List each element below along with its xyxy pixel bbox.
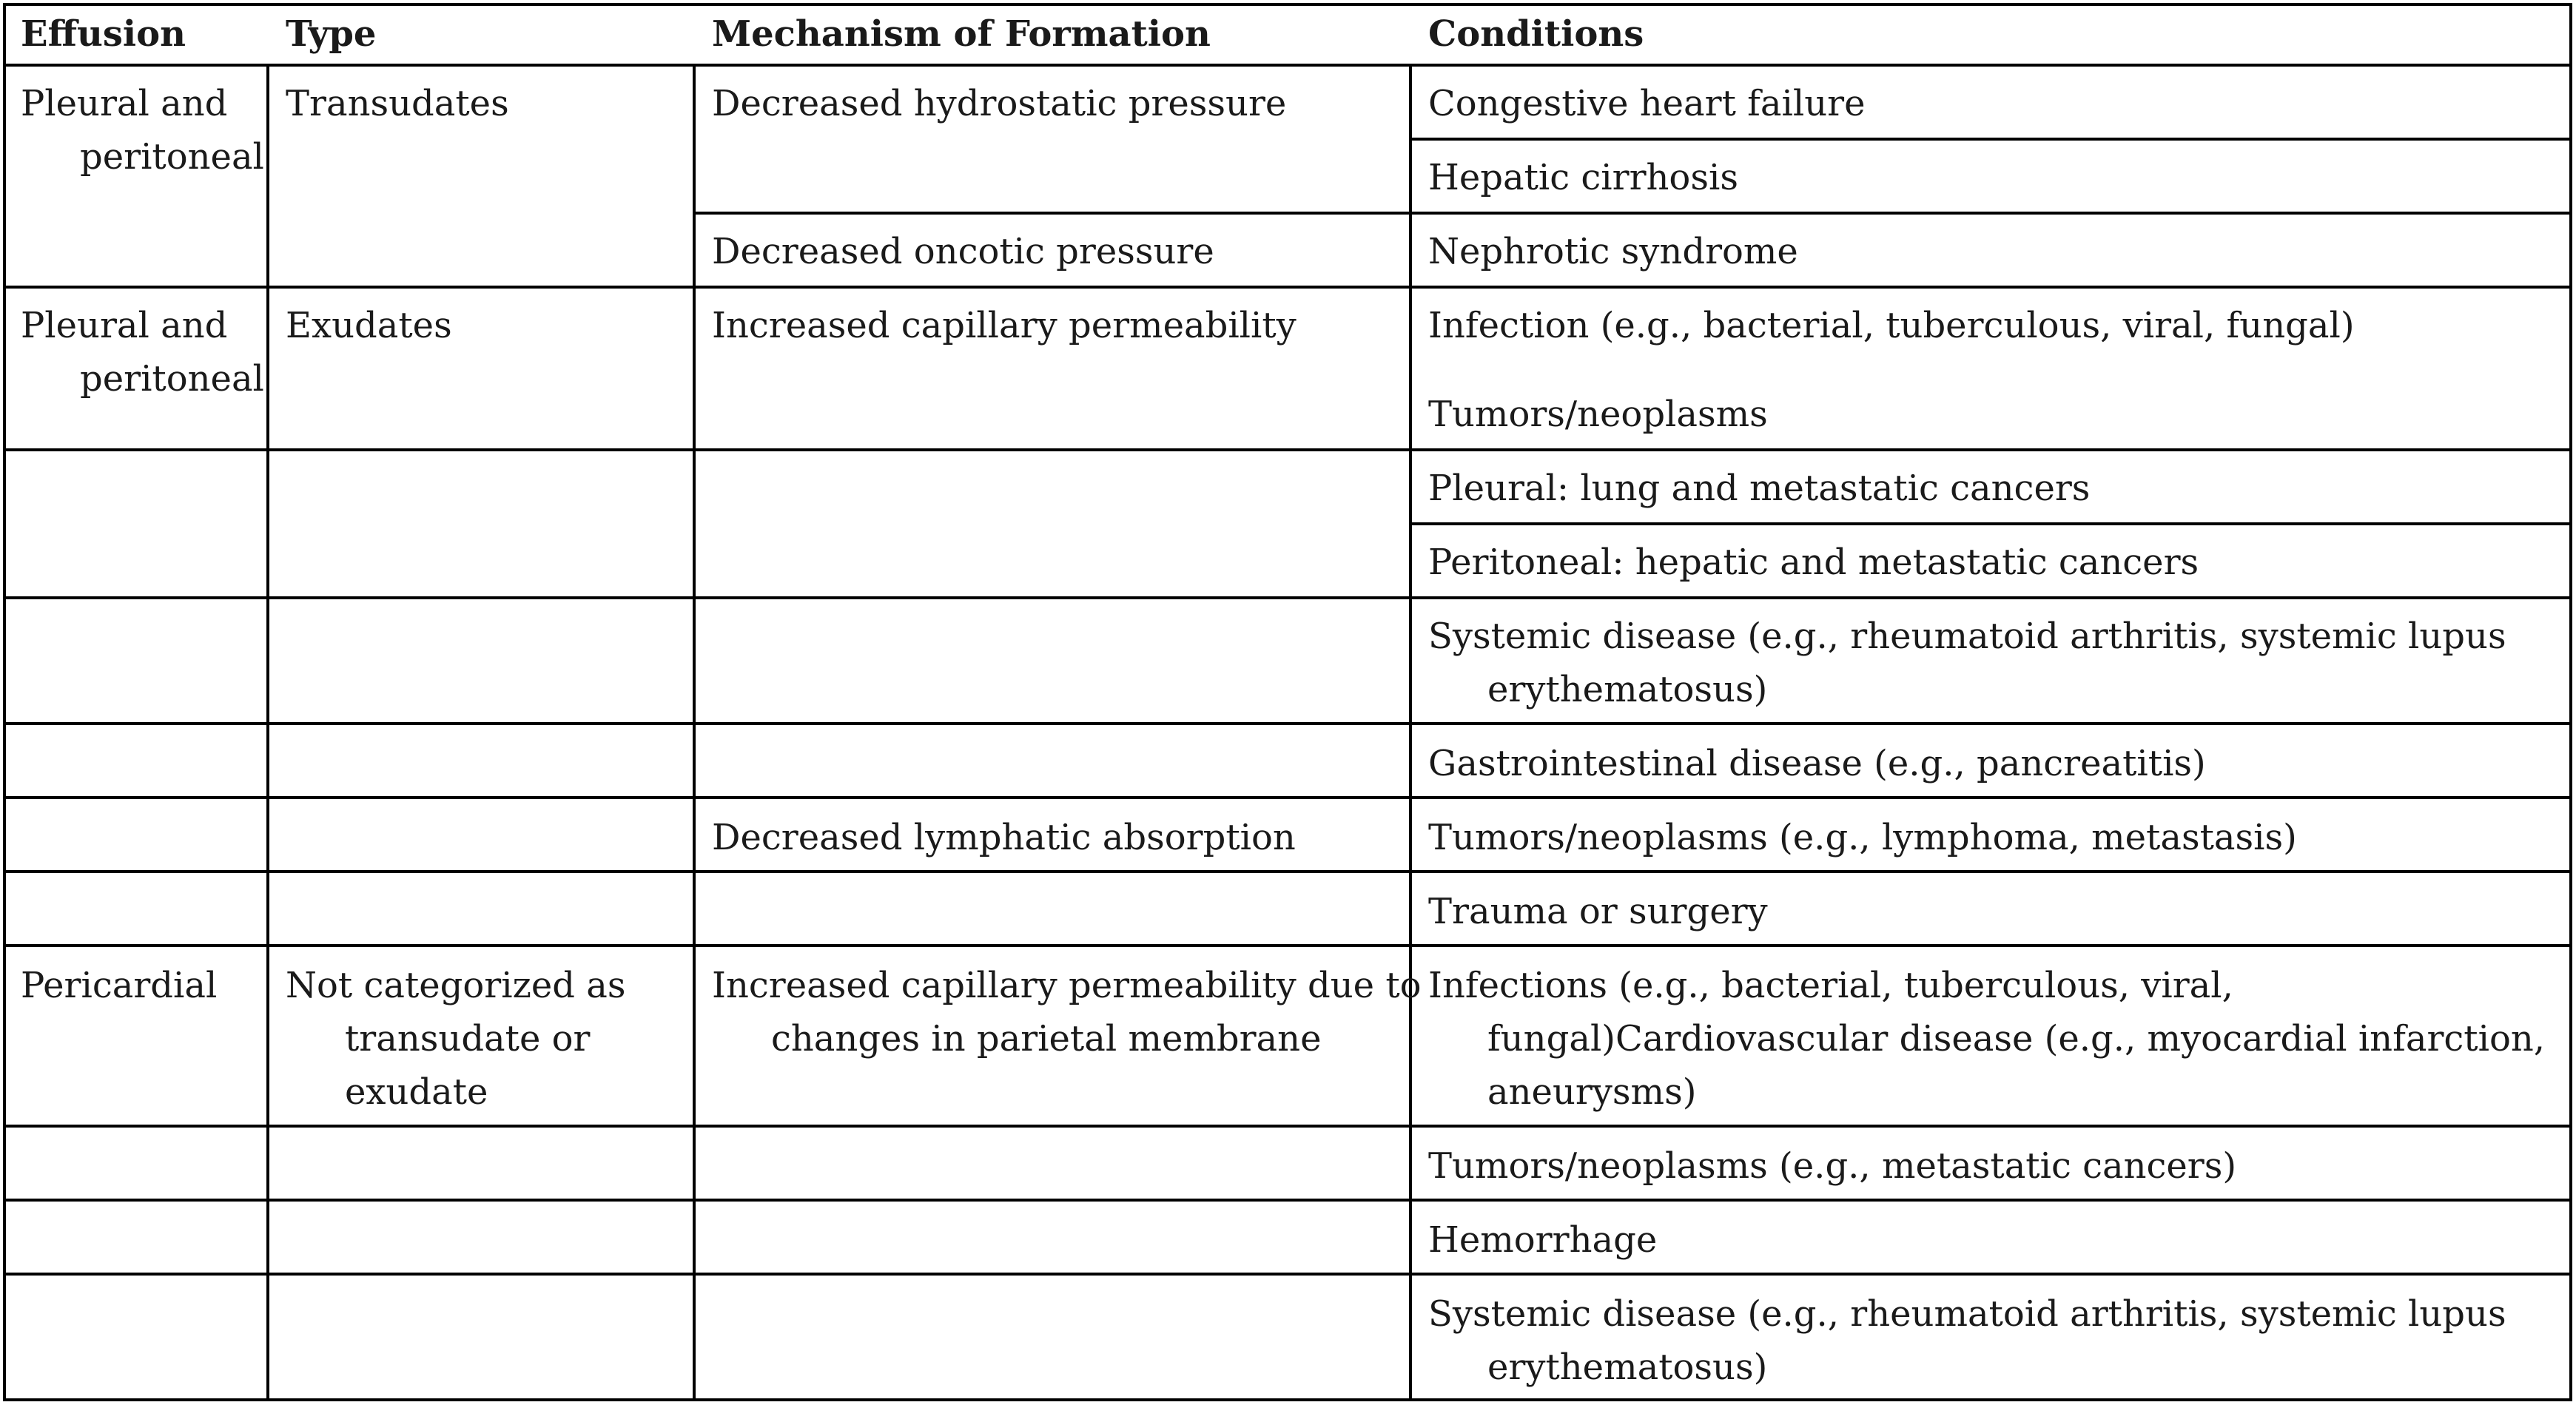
condition-cell: Pleural: lung and metastatic cancers [1428,468,2091,509]
condition-cell: Tumors/neoplasms [1428,394,1768,435]
rule [3,1199,2572,1202]
rule [1412,138,2572,141]
header-conditions: Conditions [1428,13,1644,55]
rule [3,596,2572,599]
condition-cell: Systemic disease (e.g., rheumatoid arthritis, systemic lupus erythematosus) [1428,1293,2506,1388]
type-cell: Not categorized as transudate or exudate [286,965,626,1113]
condition-cell: Tumors/neoplasms (e.g., lymphoma, metastasis) [1428,817,2297,858]
rule [3,448,2572,451]
mechanism-cell: Decreased lymphatic absorption [712,817,1296,858]
effusion-cell: Pericardial [21,965,218,1006]
rule [3,870,2572,873]
condition-cell: Hepatic cirrhosis [1428,157,1738,198]
rule-header-bottom [3,64,2572,67]
mechanism-cell: Decreased hydrostatic pressure [712,83,1287,124]
condition-cell: Hemorrhage [1428,1219,1658,1261]
condition-cell: Infections (e.g., bacterial, tuberculous, viral, fungal)Cardiovascular disease (e.g., myocardial infarction, aneurysms) [1428,965,2546,1113]
rule [3,1273,2572,1276]
mechanism-cell: Decreased oncotic pressure [712,231,1214,272]
rule [3,796,2572,799]
rule-top [3,3,2572,6]
effusion-cell: Pleural and peritoneal [21,305,264,400]
rule-col2 [693,64,696,1401]
header-type: Type [286,13,377,55]
condition-cell: Congestive heart failure [1428,83,1866,124]
condition-cell: Trauma or surgery [1428,891,1768,932]
rule [696,212,2572,215]
type-cell: Transudates [286,83,509,124]
rule [1412,522,2572,525]
condition-cell: Gastrointestinal disease (e.g., pancreatitis) [1428,743,2206,784]
effusion-cell: Pleural and peritoneal [21,83,264,178]
rule [3,722,2572,725]
condition-cell: Nephrotic syndrome [1428,231,1798,272]
type-cell: Exudates [286,305,452,346]
effusion-table [3,3,2572,1401]
mechanism-cell: Increased capillary permeability [712,305,1297,346]
mechanism-cell: Increased capillary permeability due to changes in parietal membrane [712,965,1422,1059]
rule [3,944,2572,947]
rule [3,1125,2572,1128]
condition-cell: Systemic disease (e.g., rheumatoid arthritis, systemic lupus erythematosus) [1428,616,2506,710]
condition-cell: Tumors/neoplasms (e.g., metastatic cancers) [1428,1145,2237,1187]
rule-col3 [1409,64,1412,1401]
condition-cell: Peritoneal: hepatic and metastatic cancers [1428,542,2199,583]
condition-cell: Infection (e.g., bacterial, tuberculous, viral, fungal) [1428,305,2355,346]
rule [3,286,2572,289]
rule-col1 [266,64,269,1401]
header-effusion: Effusion [21,13,186,55]
rule-left [3,3,6,1401]
header-mechanism: Mechanism of Formation [712,13,1211,55]
rule-bottom [3,1398,2572,1401]
